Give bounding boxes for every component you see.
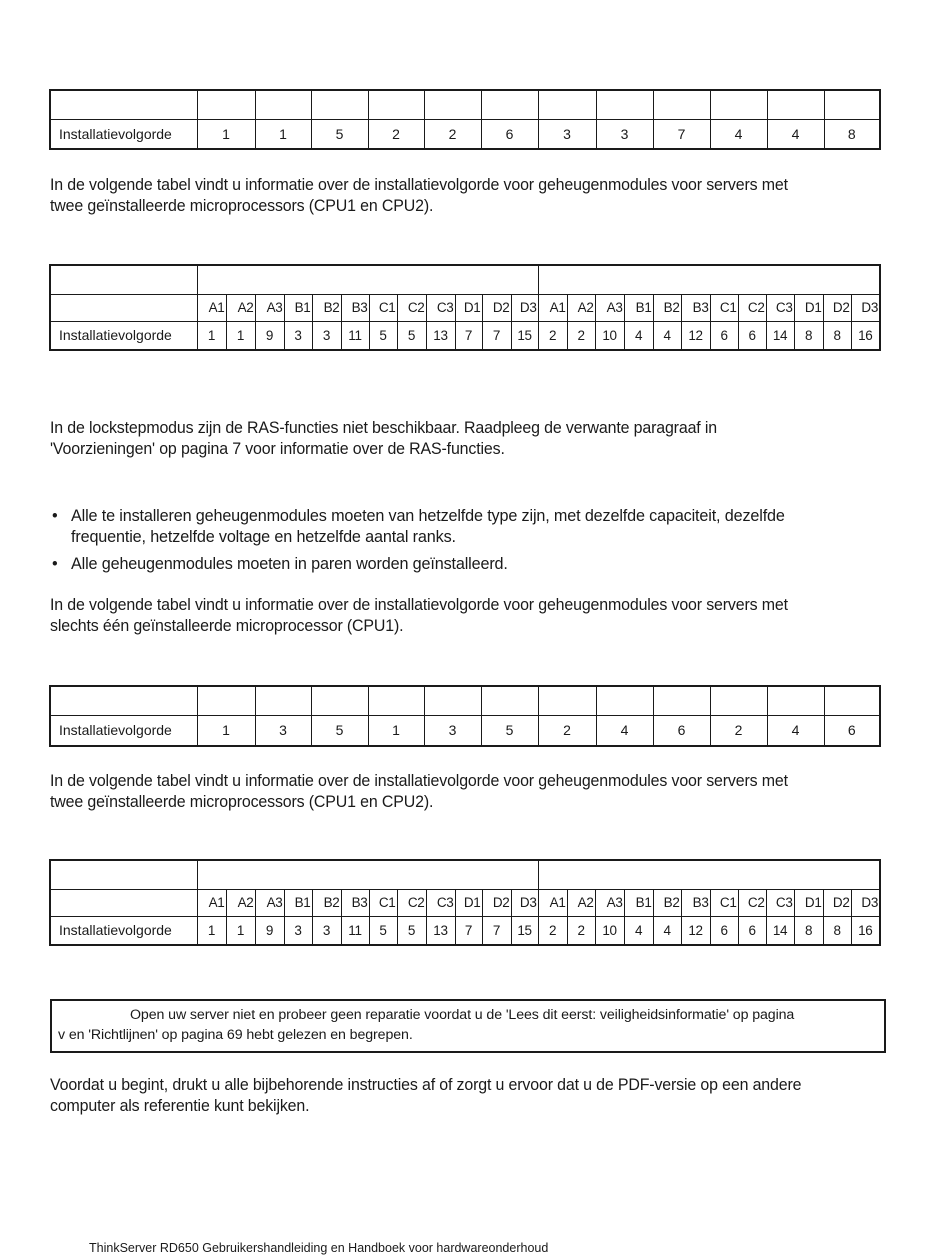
- list-item: [50, 554, 890, 575]
- table-cell: 5: [369, 916, 397, 945]
- slot-label: D3: [511, 294, 538, 321]
- table-cell: 9: [255, 321, 284, 350]
- slot-label: B1: [624, 889, 653, 916]
- table-cell: [424, 686, 481, 715]
- slot-label: B2: [312, 889, 341, 916]
- slot-label: D1: [455, 889, 482, 916]
- slot-label: C2: [397, 889, 426, 916]
- slot-label: B3: [341, 294, 369, 321]
- slot-label: A2: [226, 294, 255, 321]
- row-label: Installatievolgorde: [50, 119, 197, 149]
- table-cell: 4: [596, 715, 653, 746]
- table-cell: 15: [511, 321, 538, 350]
- text-line: In de volgende tabel vindt u informatie over de installatievolgorde voor geheugenmodules voor servers met: [50, 772, 788, 790]
- cpu2-group-header: [538, 860, 880, 889]
- intro-paragraph-dual-cpu: [50, 175, 877, 217]
- text-line: Alle te installeren geheugenmodules moeten van hetzelfde type zijn, met dezelfde capaciteit, dezelfde: [71, 507, 785, 525]
- table-cell: 3: [284, 916, 312, 945]
- text-line: frequentie, hetzelfde voltage en hetzelfde aantal ranks.: [71, 528, 456, 546]
- table-cell: 7: [455, 916, 482, 945]
- table-cell: 7: [455, 321, 482, 350]
- table-cell: [653, 90, 710, 119]
- lockstep-note-paragraph: [50, 418, 877, 460]
- slot-label: C2: [738, 294, 766, 321]
- safety-notice-box: [50, 999, 886, 1053]
- table-cell: [824, 90, 880, 119]
- slot-label: D2: [482, 889, 511, 916]
- slot-label: C2: [738, 889, 766, 916]
- slot-label: B1: [284, 889, 312, 916]
- table-cell: 13: [426, 916, 455, 945]
- table-cell: 6: [824, 715, 880, 746]
- slot-label: A3: [255, 294, 284, 321]
- slot-label: A1: [538, 294, 567, 321]
- table-cell: 1: [226, 916, 255, 945]
- table-cell: 13: [426, 321, 455, 350]
- slot-label: D3: [511, 889, 538, 916]
- table-cell: [481, 90, 538, 119]
- table-cell: 14: [766, 321, 794, 350]
- table-cell: 5: [397, 321, 426, 350]
- table-row: [50, 321, 880, 350]
- slot-label: D2: [482, 294, 511, 321]
- intro-paragraph-single-cpu: [50, 595, 877, 637]
- table-cell: 6: [738, 321, 766, 350]
- table-cell: 3: [255, 715, 311, 746]
- table-cell: 7: [653, 119, 710, 149]
- table-cell: [311, 686, 368, 715]
- table-cell: [50, 686, 197, 715]
- table-cell: 16: [851, 321, 880, 350]
- slot-label: C1: [369, 294, 397, 321]
- table-row: [50, 715, 880, 746]
- table-cell: 2: [368, 119, 424, 149]
- text-line: In de volgende tabel vindt u informatie over de installatievolgorde voor geheugenmodules voor servers met: [50, 176, 788, 194]
- slot-label: A2: [567, 294, 595, 321]
- table-cell: [538, 686, 596, 715]
- table-cell: 6: [710, 916, 738, 945]
- table-cell: 1: [197, 715, 255, 746]
- table-cell: 11: [341, 916, 369, 945]
- slot-label: C3: [426, 889, 455, 916]
- text-line: In de lockstepmodus zijn de RAS-functies niet beschikbaar. Raadpleeg de verwante paragraaf in: [50, 419, 717, 437]
- table-cell: 1: [226, 321, 255, 350]
- table-cell: [368, 686, 424, 715]
- table-cell: 6: [738, 916, 766, 945]
- table-cell: [596, 90, 653, 119]
- table-cell: 6: [653, 715, 710, 746]
- table-cell: [255, 90, 311, 119]
- slot-label: D2: [823, 294, 851, 321]
- table-cell: 12: [681, 321, 710, 350]
- table-cell: 7: [482, 321, 511, 350]
- slot-label: A1: [197, 889, 226, 916]
- slot-label: C3: [426, 294, 455, 321]
- cpu1-group-header: [197, 265, 538, 294]
- table-cell: [197, 686, 255, 715]
- slot-label: D3: [851, 889, 880, 916]
- table-cell: 5: [369, 321, 397, 350]
- text-line: Voordat u begint, drukt u alle bijbehorende instructies af of zorgt u ervoor dat u de PDF-versie op een andere: [50, 1076, 802, 1094]
- slot-label: B1: [284, 294, 312, 321]
- table-cell: 6: [481, 119, 538, 149]
- table-cell: [653, 686, 710, 715]
- table-cell: 4: [653, 321, 681, 350]
- table-cell: 16: [851, 916, 880, 945]
- slot-label: A2: [567, 889, 595, 916]
- slot-label: D1: [794, 889, 823, 916]
- table-cell: 3: [538, 119, 596, 149]
- table-cell: 11: [341, 321, 369, 350]
- table-group-header-row: [50, 265, 880, 294]
- table-cell: [50, 860, 197, 889]
- table-cell: 4: [767, 119, 824, 149]
- before-you-begin-paragraph: [50, 1075, 877, 1117]
- table-cell: 5: [311, 715, 368, 746]
- table-row: [50, 119, 880, 149]
- table-cell: 10: [595, 916, 624, 945]
- slot-label: B2: [653, 294, 681, 321]
- slot-label: A3: [595, 889, 624, 916]
- table-cell: 8: [794, 321, 823, 350]
- text-line: twee geïnstalleerde microprocessors (CPU1 en CPU2).: [50, 793, 434, 811]
- slot-label: C2: [397, 294, 426, 321]
- slot-label: C1: [369, 889, 397, 916]
- bullet-icon: •: [52, 507, 58, 525]
- table-cell: 2: [567, 916, 595, 945]
- slot-label: B2: [653, 889, 681, 916]
- table-cell: 5: [311, 119, 368, 149]
- text-line: 'Voorzieningen' op pagina 7 voor informatie over de RAS-functies.: [50, 440, 505, 458]
- row-label: Installatievolgorde: [50, 916, 197, 945]
- table-cell: 15: [511, 916, 538, 945]
- slot-label: A3: [595, 294, 624, 321]
- table-cell: 8: [824, 119, 880, 149]
- table-cell: 8: [823, 321, 851, 350]
- table-cell: 1: [197, 119, 255, 149]
- table-group-header-row: [50, 860, 880, 889]
- installation-order-table-4: [49, 859, 881, 946]
- table-cell: 3: [312, 916, 341, 945]
- table-cell: [710, 686, 767, 715]
- table-cell: [50, 265, 197, 294]
- row-label: Installatievolgorde: [50, 321, 197, 350]
- table-cell: 14: [766, 916, 794, 945]
- installation-order-table-3: [49, 685, 881, 747]
- cpu2-group-header: [538, 265, 880, 294]
- text-line: computer als referentie kunt bekijken.: [50, 1097, 310, 1115]
- requirements-list: [50, 506, 890, 581]
- slot-label: C3: [766, 889, 794, 916]
- table-cell: [50, 889, 197, 916]
- table-cell: [710, 90, 767, 119]
- table-header-row: [50, 686, 880, 715]
- cpu1-group-header: [197, 860, 538, 889]
- table-cell: [50, 90, 197, 119]
- slot-label: B1: [624, 294, 653, 321]
- row-label: Installatievolgorde: [50, 715, 197, 746]
- slot-label: D1: [794, 294, 823, 321]
- slot-header-row: [50, 294, 880, 321]
- slot-label: D3: [851, 294, 880, 321]
- table-cell: 8: [823, 916, 851, 945]
- table-cell: 3: [596, 119, 653, 149]
- slot-label: A3: [255, 889, 284, 916]
- notice-text: Open uw server niet en probeer geen reparatie voordat u de 'Lees dit eerst: veiligheidsinformatie' op pagina: [130, 1007, 795, 1023]
- installation-order-table-1: [49, 89, 881, 150]
- text-line: Alle geheugenmodules moeten in paren worden geïnstalleerd.: [71, 555, 508, 573]
- installation-order-table-2: [49, 264, 881, 351]
- table-cell: 10: [595, 321, 624, 350]
- table-cell: 4: [624, 916, 653, 945]
- table-cell: 4: [767, 715, 824, 746]
- table-header-row: [50, 90, 880, 119]
- table-cell: 6: [710, 321, 738, 350]
- table-cell: 2: [538, 715, 596, 746]
- bullet-icon: •: [52, 555, 58, 573]
- table-cell: [311, 90, 368, 119]
- slot-header-row: [50, 889, 880, 916]
- slot-label: B2: [312, 294, 341, 321]
- table-cell: [255, 686, 311, 715]
- text-line: slechts één geïnstalleerde microprocessor (CPU1).: [50, 617, 404, 635]
- table-cell: 1: [368, 715, 424, 746]
- table-cell: 4: [624, 321, 653, 350]
- table-cell: [50, 294, 197, 321]
- slot-label: B3: [341, 889, 369, 916]
- slot-label: C1: [710, 294, 738, 321]
- table-cell: 9: [255, 916, 284, 945]
- table-cell: 5: [397, 916, 426, 945]
- slot-label: B3: [681, 294, 710, 321]
- intro-paragraph-dual-cpu-2: [50, 771, 877, 813]
- table-cell: 12: [681, 916, 710, 945]
- table-cell: 2: [710, 715, 767, 746]
- table-cell: 2: [424, 119, 481, 149]
- table-cell: [767, 90, 824, 119]
- table-cell: [538, 90, 596, 119]
- table-cell: 7: [482, 916, 511, 945]
- slot-label: C3: [766, 294, 794, 321]
- slot-label: A1: [197, 294, 226, 321]
- table-cell: 4: [710, 119, 767, 149]
- table-cell: 1: [197, 916, 226, 945]
- slot-label: B3: [681, 889, 710, 916]
- table-cell: [767, 686, 824, 715]
- table-cell: 2: [538, 916, 567, 945]
- list-item: [50, 506, 890, 548]
- text-line: [58, 1005, 884, 1025]
- text-line: v en 'Richtlijnen' op pagina 69 hebt gelezen en begrepen.: [58, 1027, 413, 1043]
- table-cell: 2: [538, 321, 567, 350]
- table-cell: [197, 90, 255, 119]
- slot-label: C1: [710, 889, 738, 916]
- table-cell: 2: [567, 321, 595, 350]
- table-cell: 3: [312, 321, 341, 350]
- text-line: In de volgende tabel vindt u informatie over de installatievolgorde voor geheugenmodules voor servers met: [50, 596, 788, 614]
- table-cell: [424, 90, 481, 119]
- slot-label: D1: [455, 294, 482, 321]
- table-cell: [824, 686, 880, 715]
- table-cell: 4: [653, 916, 681, 945]
- table-row: [50, 916, 880, 945]
- table-cell: 3: [284, 321, 312, 350]
- table-cell: 5: [481, 715, 538, 746]
- slot-label: A1: [538, 889, 567, 916]
- page-footer: ThinkServer RD650 Gebruikershandleiding en Handboek voor hardwareonderhoud: [89, 1241, 549, 1255]
- table-cell: 1: [255, 119, 311, 149]
- table-cell: 1: [197, 321, 226, 350]
- table-cell: [596, 686, 653, 715]
- slot-label: A2: [226, 889, 255, 916]
- table-cell: [481, 686, 538, 715]
- table-cell: 8: [794, 916, 823, 945]
- text-line: twee geïnstalleerde microprocessors (CPU1 en CPU2).: [50, 197, 434, 215]
- table-cell: [368, 90, 424, 119]
- table-cell: 3: [424, 715, 481, 746]
- slot-label: D2: [823, 889, 851, 916]
